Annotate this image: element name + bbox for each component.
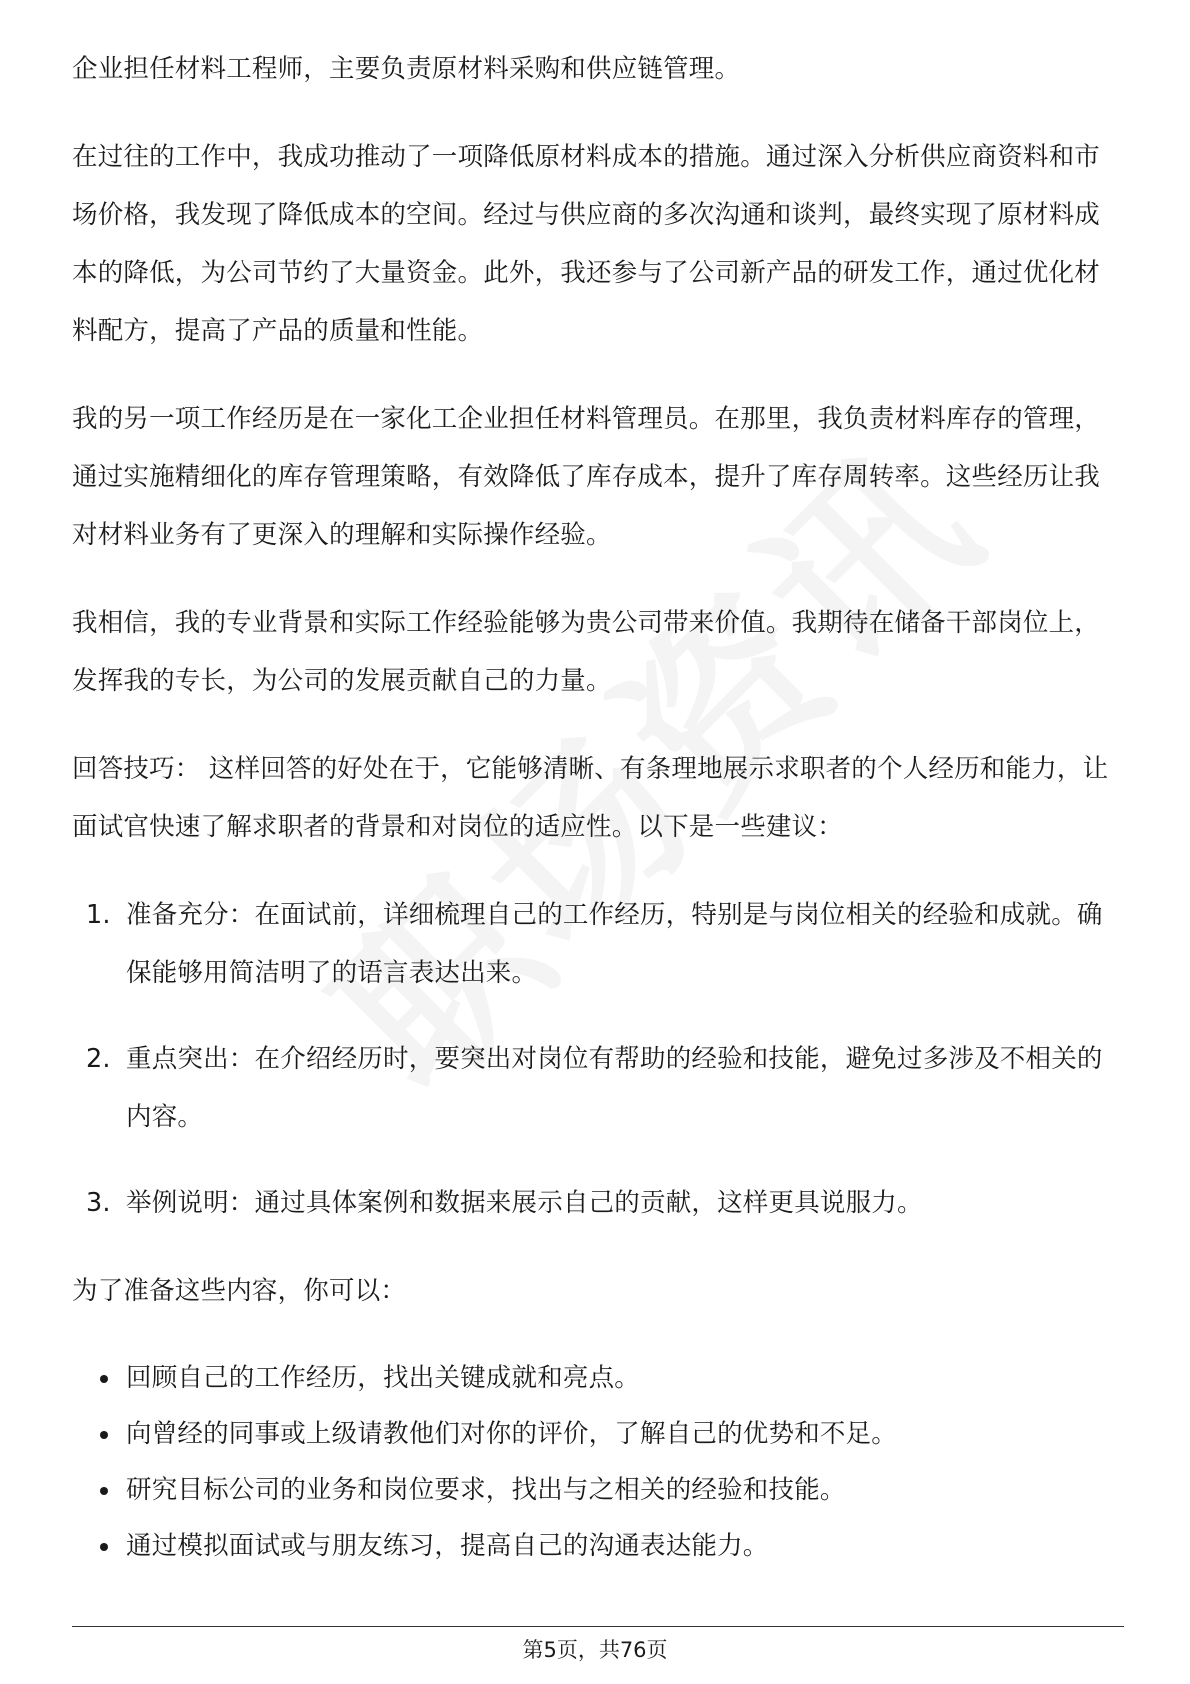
list-item bbox=[72, 1406, 1122, 1462]
paragraph-role-intro: 企业担任材料工程师，主要负责原材料采购和供应链管理。 bbox=[72, 54, 741, 84]
list-item-text: 通过模拟面试或与朋友练习，提高自己的沟通表达能力。 bbox=[126, 1531, 769, 1561]
paragraph-inventory-management: 我的另一项工作经历是在一家化工企业担任材料管理员。在那里，我负责材料库存的管理，通过实施精细化的库存管理策略，有效降低了库存成本，提升了库存周转率。这些经历让我对材料业务有了更深入的理解和实际操作经验。 bbox=[72, 404, 1101, 550]
list-item-text: 研究目标公司的业务和岗位要求，找出与之相关的经验和技能。 bbox=[126, 1475, 846, 1505]
list-item-text: 重点突出：在介绍经历时，要突出对岗位有帮助的经验和技能，避免过多涉及不相关的内容。 bbox=[126, 1044, 1103, 1132]
list-item bbox=[72, 1030, 1122, 1146]
list-number: 2. bbox=[86, 1044, 111, 1074]
paragraph-prep-intro: 为了准备这些内容，你可以： bbox=[72, 1276, 407, 1306]
list-item bbox=[72, 1174, 1122, 1232]
list-number: 1. bbox=[86, 900, 111, 930]
list-item bbox=[72, 1518, 1122, 1574]
bullet-dot-icon bbox=[100, 1431, 108, 1439]
list-item-text: 准备充分：在面试前，详细梳理自己的工作经历，特别是与岗位相关的经验和成就。确保能够用简洁明了的语言表达出来。 bbox=[126, 900, 1103, 988]
list-item-text: 举例说明：通过具体案例和数据来展示自己的贡献，这样更具说服力。 bbox=[126, 1188, 923, 1218]
bullet-dot-icon bbox=[100, 1543, 108, 1551]
list-item-text: 回顾自己的工作经历，找出关键成就和亮点。 bbox=[126, 1363, 641, 1393]
paragraph-cost-reduction: 在过往的工作中，我成功推动了一项降低原材料成本的措施。通过深入分析供应商资料和市场价格，我发现了降低成本的空间。经过与供应商的多次沟通和谈判，最终实现了原材料成本的降低，为公司节约了大量资金。此外，我还参与了公司新产品的研发工作，通过优化材料配方，提高了产品的质量和性能。 bbox=[72, 142, 1101, 346]
page-content bbox=[72, 40, 1122, 1574]
tips-list bbox=[72, 886, 1122, 1232]
list-number: 3. bbox=[86, 1188, 111, 1218]
prep-bullet-list bbox=[72, 1350, 1122, 1574]
paragraph-closing-statement: 我相信，我的专业背景和实际工作经验能够为贵公司带来价值。我期待在储备干部岗位上，发挥我的专长，为公司的发展贡献自己的力量。 bbox=[72, 608, 1101, 696]
list-item bbox=[72, 886, 1122, 1002]
bullet-dot-icon bbox=[100, 1487, 108, 1495]
footer-divider bbox=[72, 1626, 1124, 1627]
bullet-dot-icon bbox=[100, 1375, 108, 1383]
list-item-text: 向曾经的同事或上级请教他们对你的评价，了解自己的优势和不足。 bbox=[126, 1419, 898, 1449]
paragraph-answer-tips: 回答技巧： 这样回答的好处在于，它能够清晰、有条理地展示求职者的个人经历和能力，让面试官快速了解求职者的背景和对岗位的适应性。以下是一些建议： bbox=[72, 754, 1109, 842]
page-number: 第5页，共76页 bbox=[522, 1638, 668, 1662]
list-item bbox=[72, 1462, 1122, 1518]
list-item bbox=[72, 1350, 1122, 1406]
